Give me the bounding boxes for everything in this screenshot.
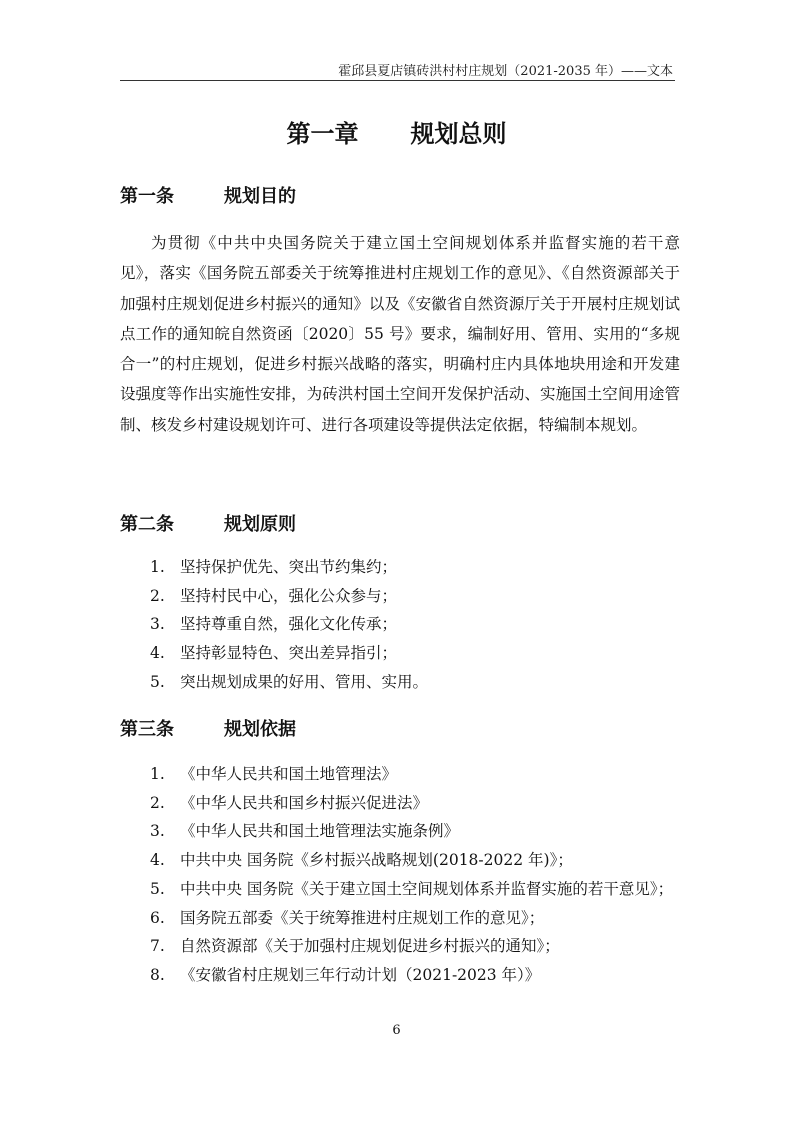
list-item: 5. 突出规划成果的好用、管用、实用。 bbox=[150, 672, 429, 691]
chapter-heading bbox=[0, 114, 793, 149]
article-number: 第一条 bbox=[120, 186, 174, 207]
basis-list bbox=[150, 760, 673, 990]
list-item: 4. 中共中央 国务院《乡村振兴战略规划(2018-2022 年)》； bbox=[150, 851, 573, 870]
list-item: 2. 《中华人民共和国乡村振兴促进法》 bbox=[150, 793, 429, 812]
list-item: 3. 坚持尊重自然，强化文化传承； bbox=[150, 615, 398, 634]
list-item: 1. 《中华人民共和国土地管理法》 bbox=[150, 765, 398, 783]
article-number: 第二条 bbox=[120, 514, 174, 535]
chapter-number: 第一章 bbox=[286, 120, 359, 148]
article-heading bbox=[120, 182, 296, 208]
article-heading bbox=[120, 510, 296, 536]
article-number: 第三条 bbox=[120, 719, 174, 740]
principles-list bbox=[150, 553, 428, 697]
article-heading bbox=[120, 715, 296, 741]
chapter-title: 规划总则 bbox=[410, 120, 507, 148]
list-item: 7. 自然资源部《关于加强村庄规划促进乡村振兴的通知》； bbox=[150, 937, 560, 956]
article-title: 规划原则 bbox=[224, 514, 296, 535]
list-item: 6. 国务院五部委《关于统筹推进村庄规划工作的意见》； bbox=[150, 908, 545, 927]
list-item: 5. 中共中央 国务院《关于建立国土空间规划体系并监督实施的若干意见》； bbox=[150, 879, 674, 898]
article-title: 规划依据 bbox=[224, 719, 296, 740]
page-number: 6 bbox=[392, 1023, 401, 1038]
article-title: 规划目的 bbox=[224, 186, 296, 207]
list-item: 4. 坚持彰显特色、突出差异指引； bbox=[150, 644, 398, 663]
list-item: 3. 《中华人民共和国土地管理法实施条例》 bbox=[150, 822, 460, 841]
list-item: 1. 坚持保护优先、突出节约集约； bbox=[150, 558, 398, 576]
running-header: 霍邱县夏店镇砖洪村村庄规划（2021-2035 年）——文本 bbox=[338, 64, 673, 79]
header-divider bbox=[120, 80, 675, 81]
list-item: 8. 《安徽省村庄规划三年行动计划（2021-2023 年）》 bbox=[150, 965, 541, 984]
article-paragraph: 为贯彻《中共中央国务院关于建立国土空间规划体系并监督实施的若干意见》，落实《国务院五部委关于统筹推进村庄规划工作的意见》、《自然资源部关于加强村庄规划促进乡村振兴的通知》以及《安徽省自然资源厅关于开展村庄规划试点工作的通知皖自然资函〔2020〕55 号》要求，编制好用、管用、实用的“多规合一”的村庄规划，促进乡村振兴战略的落实，明确村庄内具体地块用途和开发建设强度等作出实施性安排，为砖洪村国土空间开发保护活动、实施国土空间用途管制、核发乡村建设规划许可、进行各项建设等提供法定依据，特编制本规划。 bbox=[120, 234, 680, 434]
list-item: 2. 坚持村民中心，强化公众参与； bbox=[150, 586, 398, 605]
